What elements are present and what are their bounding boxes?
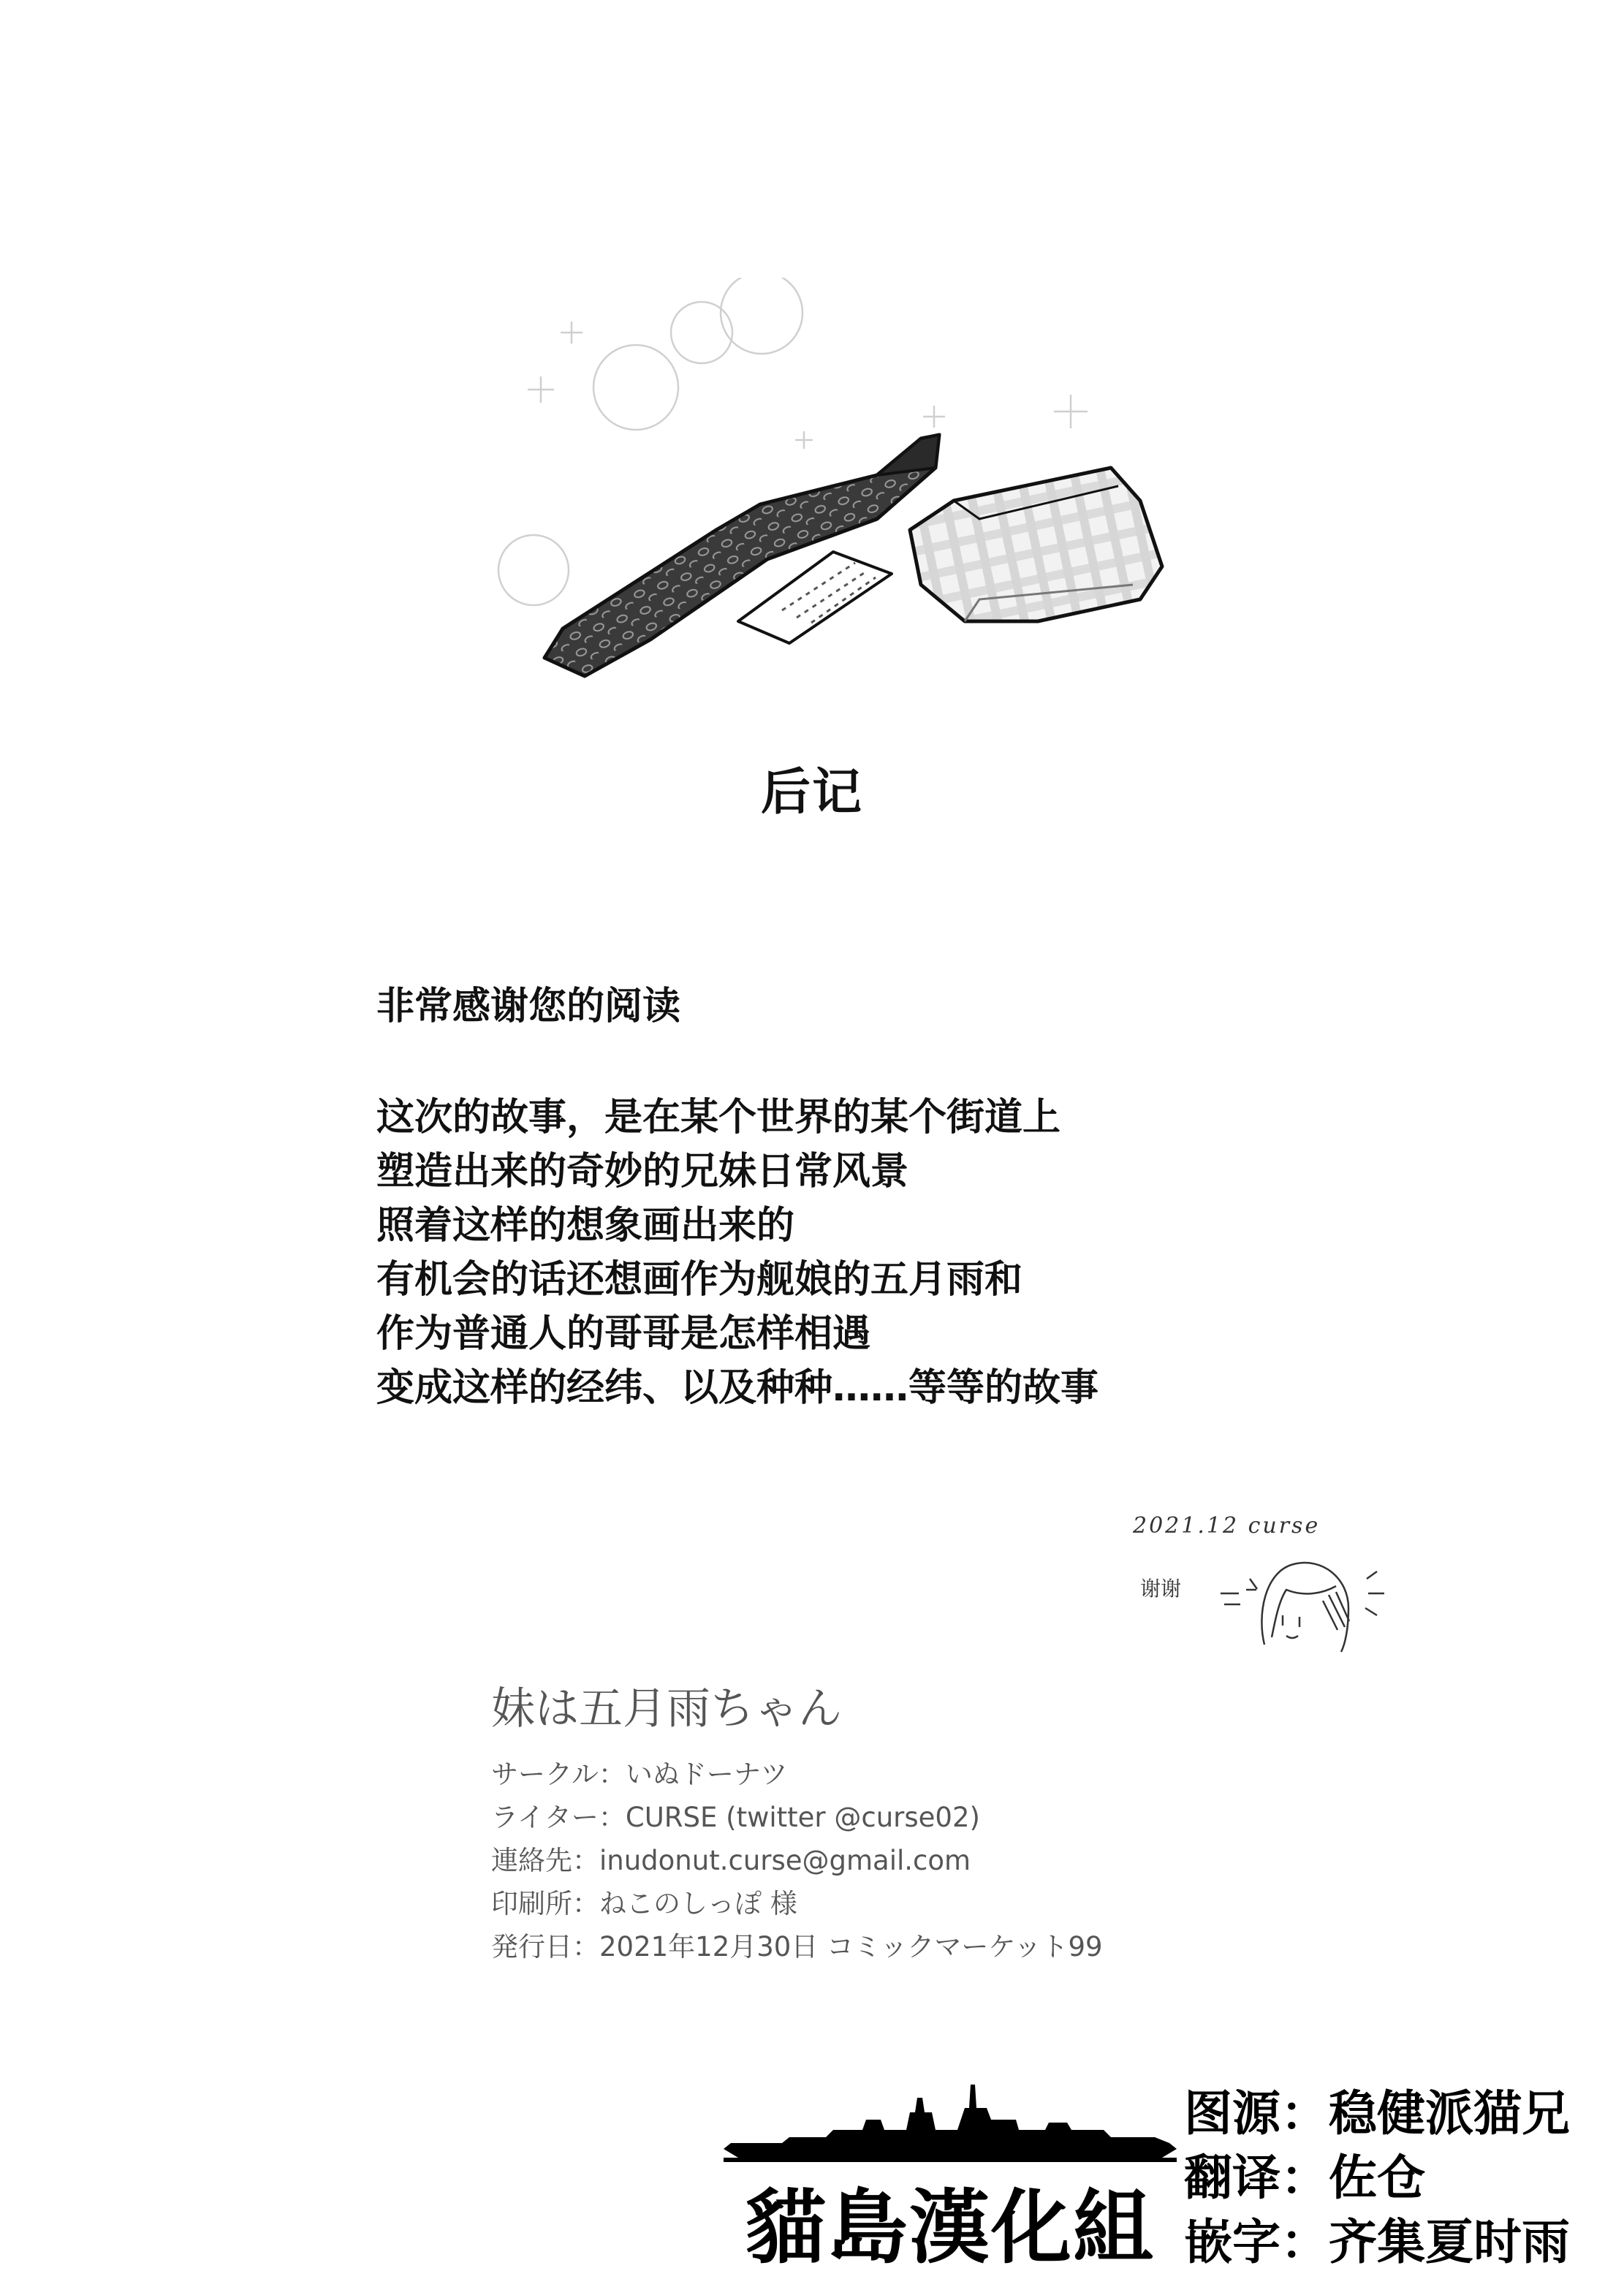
necktie — [545, 435, 939, 676]
afterword-line: 变成这样的经纬、以及种种……等等的故事 — [376, 1366, 1099, 1410]
book-title: 妹は五月雨ちゃん — [491, 1683, 842, 1734]
scanlation-group-name: 貓島漢化組 — [745, 2180, 1155, 2275]
author-face-doodle-icon — [1213, 1550, 1403, 1659]
afterword-line: 这次的故事，是在某个世界的某个街道上 — [376, 1096, 1061, 1140]
credit-source: 图源：稳健派猫兄 — [1184, 2085, 1570, 2142]
signature-date: 2021.12 curse — [1133, 1513, 1321, 1539]
colophon-printer: 印刷所：ねこのしっぽ 様 — [491, 1888, 797, 1919]
afterword-line: 作为普通人的哥哥是怎样相遇 — [376, 1312, 871, 1356]
colophon-release-date: 発行日：2021年12月30日 コミックマーケット99 — [491, 1931, 1103, 1963]
tie-note-bag-illustration — [409, 278, 1286, 687]
afterword-line: 塑造出来的奇妙的兄妹日常风景 — [376, 1150, 909, 1194]
sparkles — [528, 322, 1088, 449]
colophon — [491, 1674, 1368, 1968]
afterword-title: 后记 — [760, 764, 863, 822]
colophon-contact: 連絡先：inudonut.curse@gmail.com — [491, 1845, 971, 1876]
afterword-line: 有机会的话还想画作为舰娘的五月雨和 — [376, 1258, 1023, 1302]
afterword-line: 照着这样的想象画出来的 — [376, 1204, 795, 1248]
paragraph-gap — [376, 1034, 1400, 1091]
author-signature — [1096, 1498, 1403, 1659]
battleship-silhouette-logo — [724, 2076, 1177, 2164]
credit-translator: 翻译：佐仓 — [1184, 2150, 1425, 2206]
plaid-bag — [910, 468, 1162, 621]
colophon-writer: ライター：CURSE (twitter @curse02) — [491, 1802, 980, 1833]
credit-typesetter: 嵌字：齐集夏时雨 — [1184, 2214, 1570, 2270]
credit-list — [1184, 2082, 1570, 2275]
afterword-line: 非常感谢您的阅读 — [376, 985, 681, 1028]
colophon-circle: サークル：いぬドーナツ — [491, 1759, 788, 1790]
afterword-body — [376, 979, 1400, 1415]
signature-thanks: 谢谢 — [1140, 1577, 1182, 1601]
